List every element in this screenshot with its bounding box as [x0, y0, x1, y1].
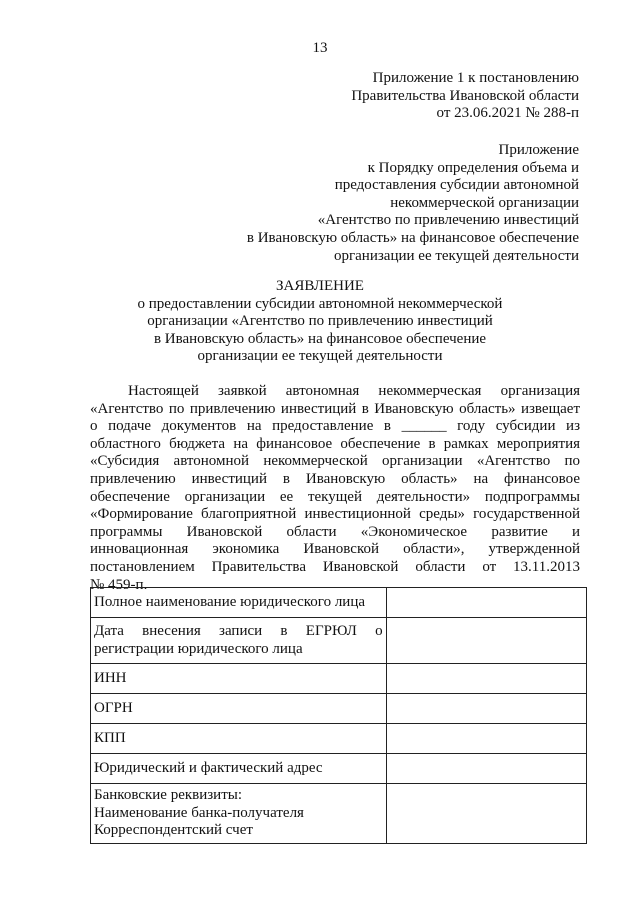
- appendix-1-line: Приложение 1 к постановлению: [372, 70, 579, 86]
- row-label: ИНН: [91, 664, 387, 694]
- applicant-details-table: [90, 587, 587, 844]
- kpp-value-cell[interactable]: [386, 724, 586, 754]
- table-row-full-name: [91, 588, 587, 618]
- body-line: «Формирование благоприятной инвестиционной среды» государственной: [90, 506, 580, 523]
- row-label: [91, 784, 387, 844]
- row-label-line: Банковские реквизиты:: [94, 787, 243, 804]
- table-row-address: [91, 754, 587, 784]
- row-label: ОГРН: [91, 694, 387, 724]
- table-row-egrul-date: [91, 618, 587, 664]
- row-label: [91, 618, 387, 664]
- row-label-line: Корреспондентский счет: [94, 822, 253, 839]
- appendix-1-line: от 23.06.2021 № 288-п: [436, 105, 579, 122]
- title-line: организации ее текущей деятельности: [197, 348, 443, 365]
- appendix-2-line: предоставления субсидии автономной: [334, 177, 579, 194]
- table-row-bank-details: [91, 784, 587, 844]
- address-value-cell[interactable]: [386, 754, 586, 784]
- row-label-line: регистрации юридического лица: [94, 640, 303, 657]
- title-line: в Ивановскую область» на финансовое обеспечение: [153, 330, 487, 347]
- row-label-line: Дата внесения записи в ЕГРЮЛ о: [94, 622, 383, 639]
- body-line: привлечению инвестиций в Ивановскую область» на финансовое: [90, 470, 580, 487]
- appendix-2-line: в Ивановскую область» на финансовое обеспечение: [246, 229, 579, 246]
- appendix-1-line: Правительства Ивановской области: [351, 87, 579, 104]
- table-row-inn: [91, 664, 587, 694]
- appendix-2-header: [247, 142, 579, 265]
- title-line: о предоставлении субсидии автономной некоммерческой: [137, 295, 503, 312]
- body-line: обеспечение организации ее текущей деятельности» подпрограммы: [90, 488, 580, 505]
- ogrn-value-cell[interactable]: [386, 694, 586, 724]
- appendix-2-line: некоммерческой организации: [390, 194, 579, 211]
- body-line: программы Ивановской области «Экономическое развитие и: [90, 523, 580, 540]
- body-line: областного бюджета на финансовое обеспечение в рамках мероприятия: [90, 435, 580, 452]
- inn-value-cell[interactable]: [386, 664, 586, 694]
- appendix-2-line: организации ее текущей деятельности: [334, 247, 579, 264]
- body-line: о подаче документов на предоставление в ______ году субсидии из: [90, 418, 580, 435]
- document-title: [60, 278, 580, 366]
- title-heading: ЗАЯВЛЕНИЕ: [276, 278, 364, 294]
- body-line: «Субсидия автономной некоммерческой организации «Агентство по: [90, 453, 580, 470]
- row-label: КПП: [91, 724, 387, 754]
- row-label: Полное наименование юридического лица: [91, 588, 387, 618]
- page-number: 13: [312, 40, 328, 56]
- title-line: организации «Агентство по привлечению инвестиций: [147, 313, 493, 330]
- table-row-kpp: [91, 724, 587, 754]
- full-name-value-cell[interactable]: [386, 588, 586, 618]
- body-line: постановлением Правительства Ивановской области от 13.11.2013: [90, 558, 580, 575]
- appendix-2-line: Приложение: [498, 142, 579, 158]
- body-line: инновационная экономика Ивановской области», утвержденной: [90, 541, 580, 558]
- row-label-line: Наименование банка-получателя: [94, 804, 304, 821]
- bank-details-value-cell[interactable]: [386, 784, 586, 844]
- egrul-date-value-cell[interactable]: [386, 618, 586, 664]
- table-row-ogrn: [91, 694, 587, 724]
- body-line: Настоящей заявкой автономная некоммерческая организация: [128, 383, 580, 399]
- appendix-1-header: [351, 70, 579, 123]
- appendix-2-line: «Агентство по привлечению инвестиций: [317, 212, 579, 229]
- body-line: «Агентство по привлечению инвестиций в Ивановскую область» извещает: [90, 400, 580, 417]
- body-line: № 459-п.: [90, 576, 148, 593]
- row-label: Юридический и фактический адрес: [91, 754, 387, 784]
- appendix-2-line: к Порядку определения объема и: [367, 159, 579, 176]
- application-body-paragraph: [90, 383, 580, 594]
